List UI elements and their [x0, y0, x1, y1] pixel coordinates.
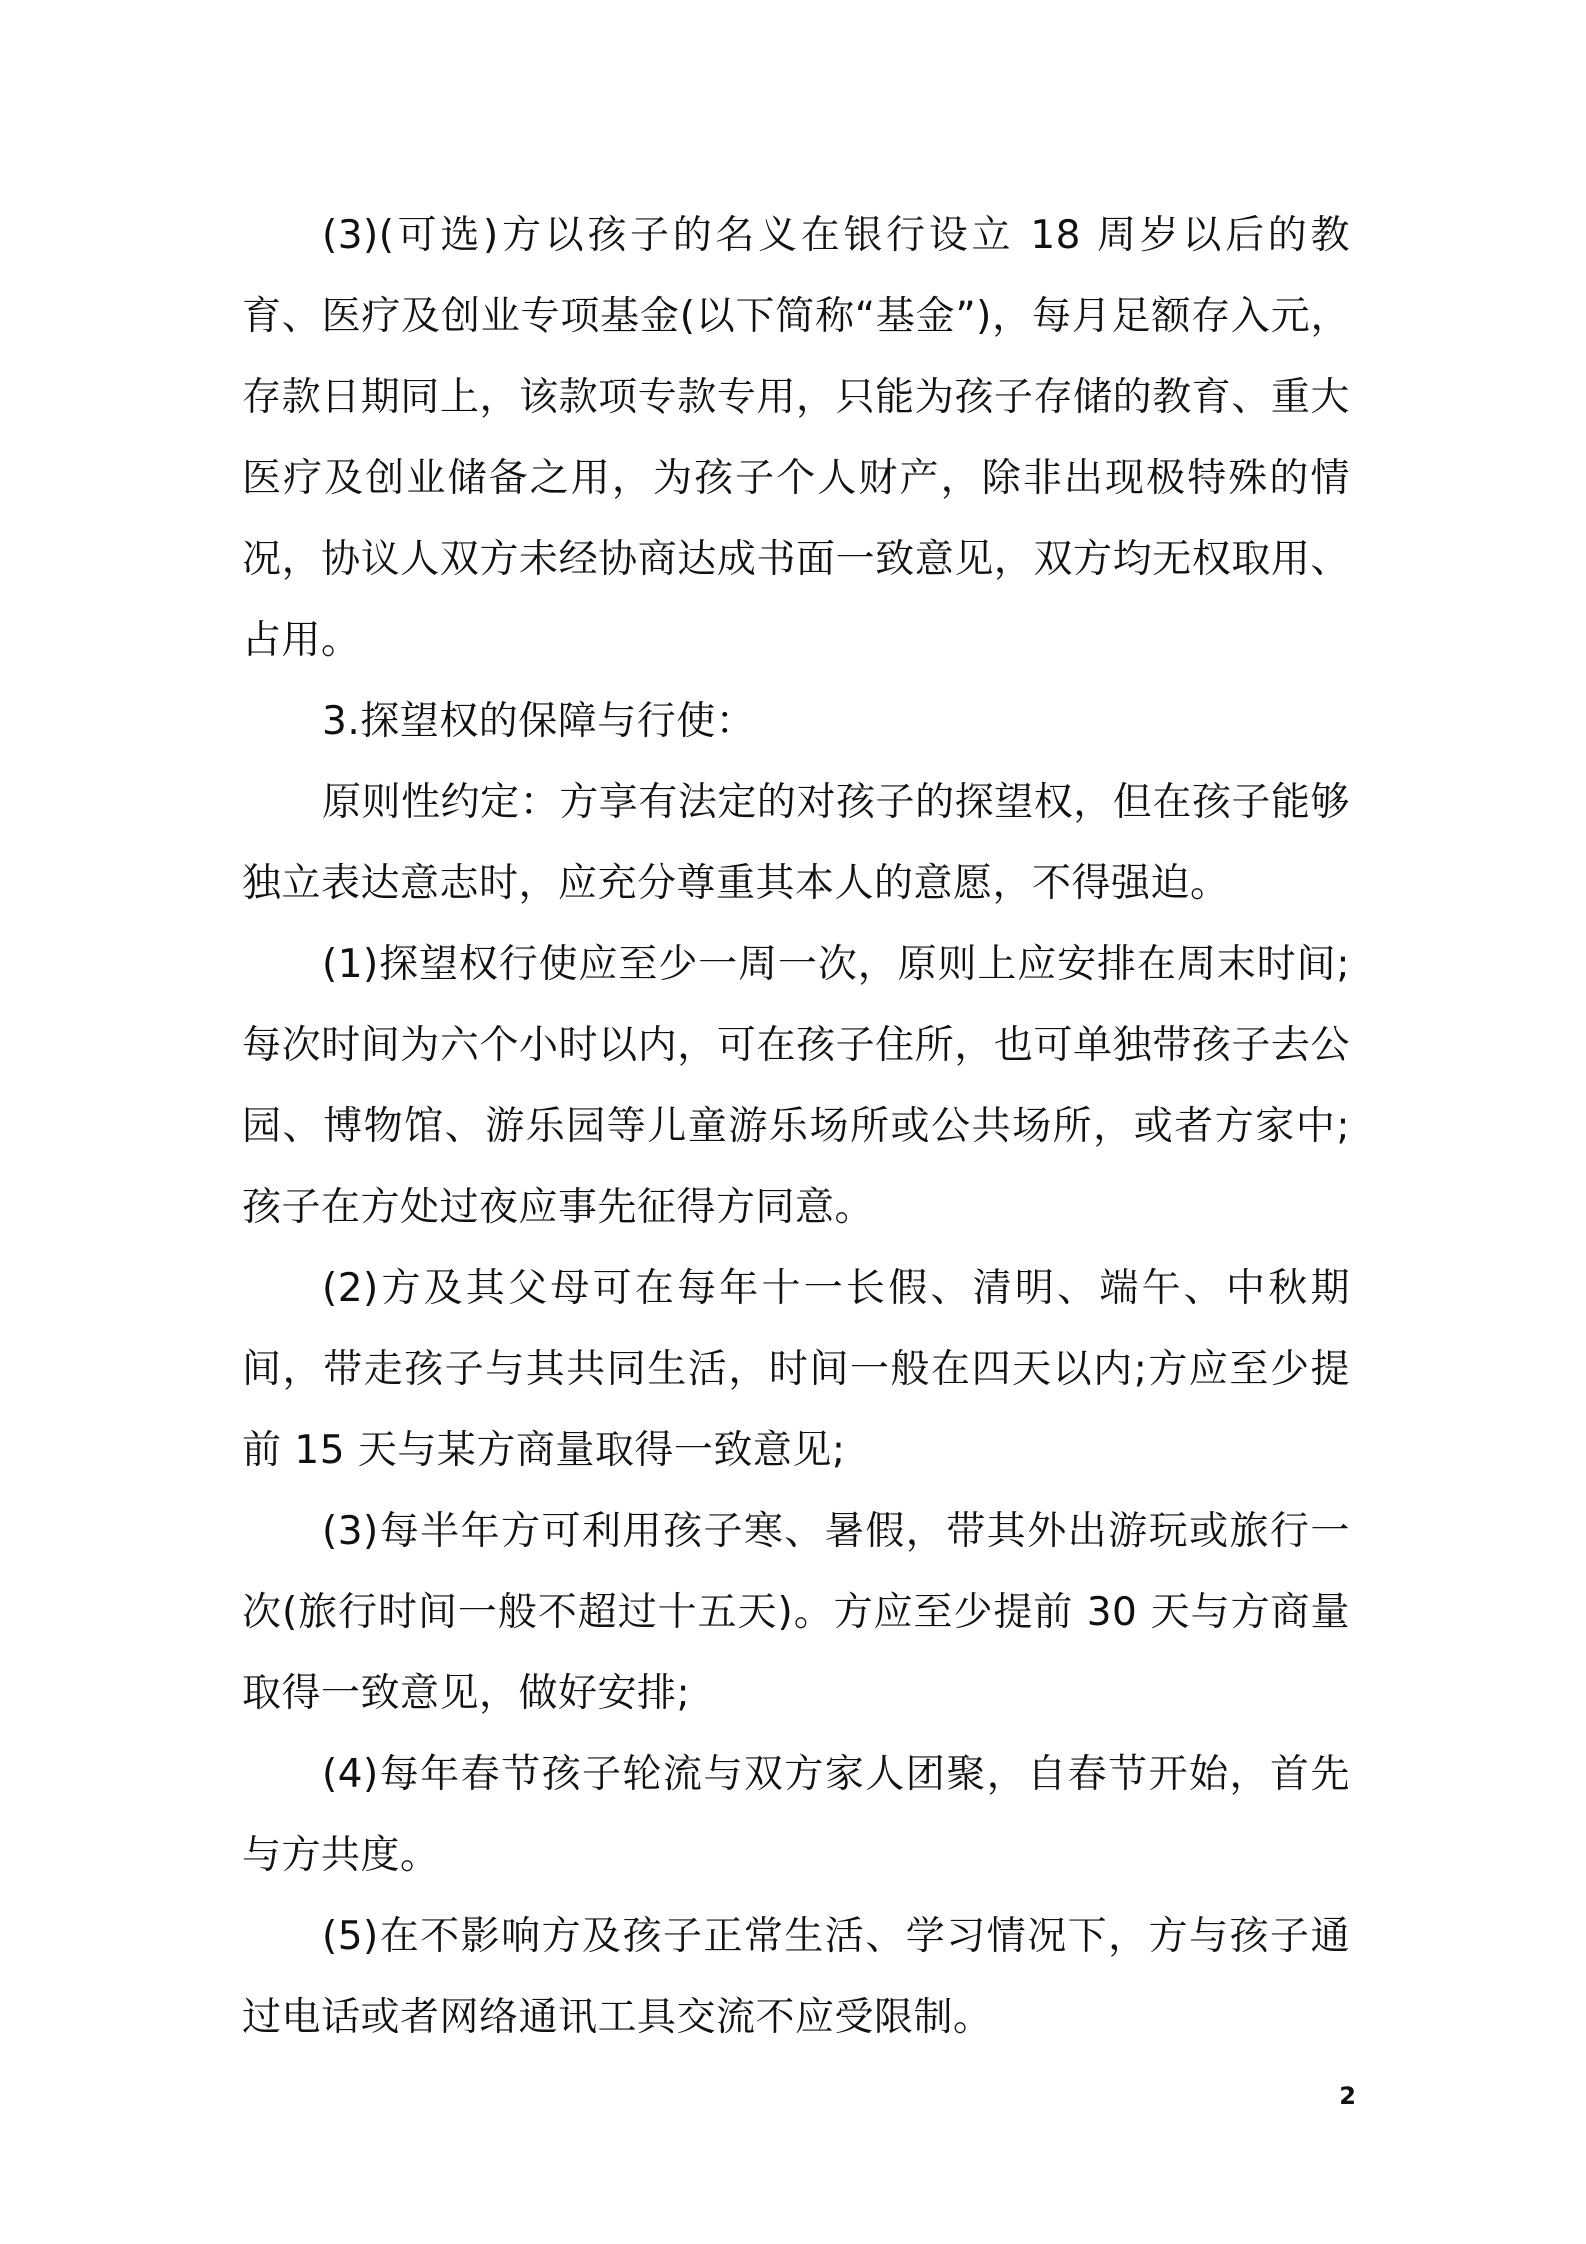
paragraph-item-3: (3)每半年方可利用孩子寒、暑假，带其外出游玩或旅行一次(旅行时间一般不超过十五天)。方应至少提前 30 天与方商量取得一致意见，做好安排; — [242, 1509, 1350, 1716]
paragraph-item-5: (5)在不影响方及孩子正常生活、学习情况下，方与孩子通过电话或者网络通讯工具交流不应受限制。 — [242, 1914, 1350, 2040]
paragraph-item-1: (1)探望权行使应至少一周一次，原则上应安排在周末时间;每次时间为六个小时以内，可在孩子住所，也可单独带孩子去公园、博物馆、游乐园等儿童游乐场所或公共场所，或者方家中;孩子在方处过夜应事先征得方同意。 — [242, 942, 1350, 1230]
paragraph-item-4: (4)每年春节孩子轮流与双方家人团聚，自春节开始，首先与方共度。 — [242, 1752, 1350, 1878]
paragraph-fund: (3)(可选)方以孩子的名义在银行设立 18 周岁以后的教育、医疗及创业专项基金(以下简称“基金”)，每月足额存入元，存款日期同上，该款项专款专用，只能为孩子存储的教育、重大医疗及创业储备之用，为孩子个人财产，除非出现极特殊的情况，协议人双方未经协商达成书面一致意见，双方均无权取用、占用。 — [242, 213, 1350, 663]
page-number: 2 — [1339, 2082, 1356, 2110]
paragraph-visitation-heading: 3.探望权的保障与行使： — [322, 699, 756, 744]
paragraph-item-2: (2)方及其父母可在每年十一长假、清明、端午、中秋期间，带走孩子与其共同生活，时间一般在四天以内;方应至少提前 15 天与某方商量取得一致意见; — [242, 1266, 1350, 1473]
document-body — [242, 195, 1350, 2058]
paragraph-principle: 原则性约定：方享有法定的对孩子的探望权，但在孩子能够独立表达意志时，应充分尊重其本人的意愿，不得强迫。 — [242, 780, 1350, 906]
